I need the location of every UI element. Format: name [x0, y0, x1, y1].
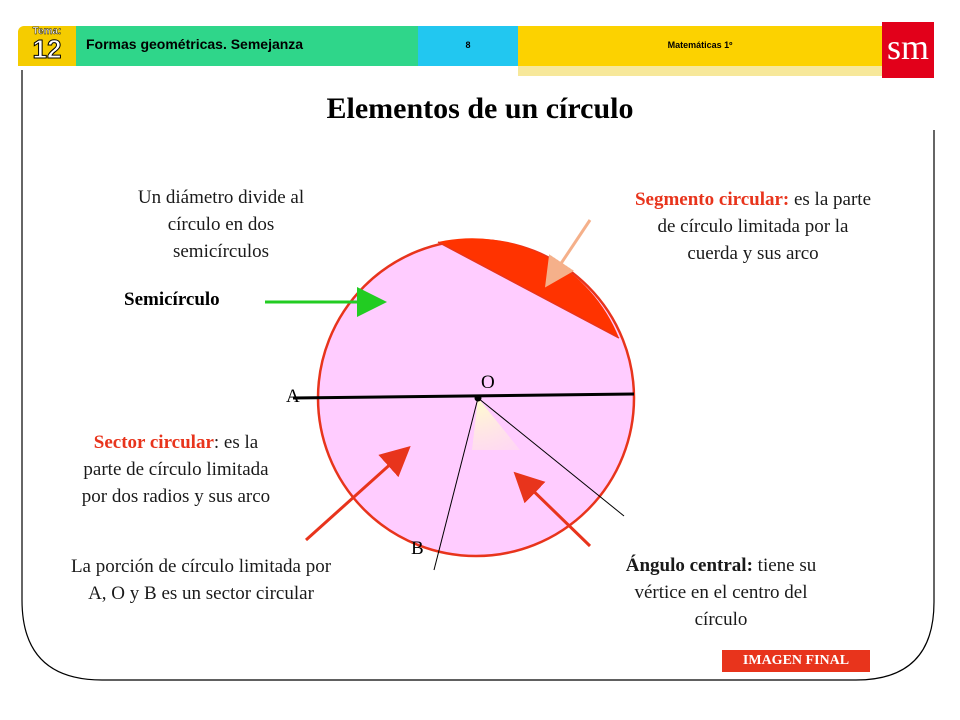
tema-number: 12 — [32, 34, 62, 64]
sector-desc-1: : es la — [213, 432, 259, 453]
segment-desc-2: de círculo limitada por la — [657, 216, 849, 237]
point-b-label: B — [411, 538, 424, 559]
course-title: Matemáticas 1º — [667, 40, 733, 50]
page-title: Elementos de un círculo — [326, 92, 634, 125]
diameter-note — [96, 184, 346, 265]
angle-term: Ángulo central: — [625, 555, 753, 576]
segment-desc-3: cuerda y sus arco — [687, 243, 819, 264]
portion-note-line-2: A, O y B es un sector circular — [88, 583, 314, 604]
center-point — [475, 395, 482, 402]
angle-description — [586, 552, 856, 633]
page-number: 8 — [465, 40, 471, 50]
segment-desc-1: es la parte — [789, 189, 871, 210]
point-o-label: O — [481, 372, 495, 393]
sm-logo: sm — [882, 22, 934, 78]
sector-desc-2: parte de círculo limitada — [83, 459, 269, 480]
semicircle-label: Semicírculo — [124, 289, 220, 310]
angle-desc-3: círculo — [694, 609, 748, 630]
portion-note — [26, 553, 376, 607]
diameter-note-line-2: círculo en dos — [167, 214, 275, 235]
final-image-button[interactable]: IMAGEN FINAL — [722, 650, 870, 672]
sector-term: Sector circular — [93, 432, 214, 453]
point-a-label: A — [286, 386, 300, 407]
tema-label: Tema: — [32, 26, 62, 37]
segment-description — [588, 186, 918, 267]
topic-title: Formas geométricas. Semejanza — [86, 36, 304, 52]
angle-desc-2: vértice en el centro del — [634, 582, 808, 603]
diameter-note-line-1: Un diámetro divide al — [137, 187, 305, 208]
angle-desc-1: tiene su — [752, 555, 817, 576]
sector-description — [46, 429, 306, 510]
sector-desc-3: por dos radios y sus arco — [81, 486, 271, 507]
diameter-note-line-3: semicírculos — [172, 241, 270, 262]
segment-term: Segmento circular: — [634, 189, 790, 210]
portion-note-line-1: La porción de círculo limitada por — [70, 556, 332, 577]
